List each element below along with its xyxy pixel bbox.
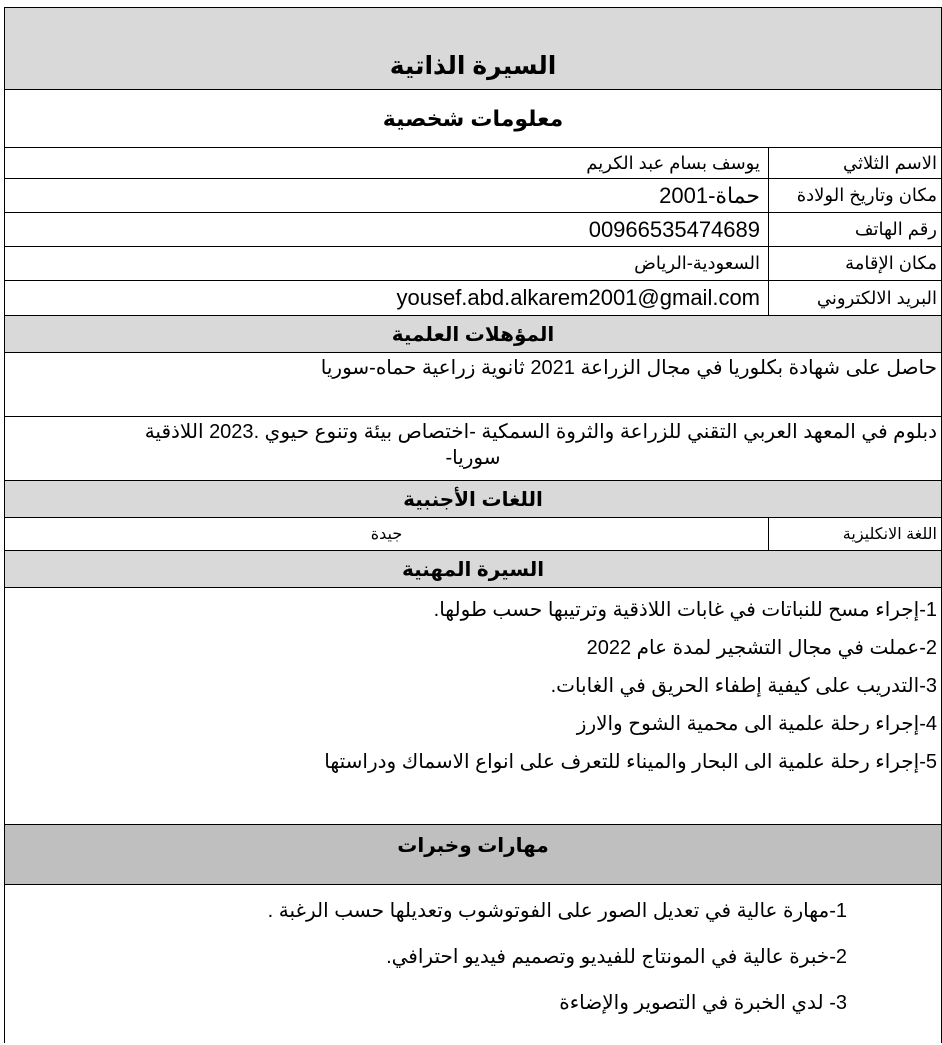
personal-info-header [5,90,941,148]
field-row-residence [5,247,941,281]
field-row-email [5,281,941,316]
career-item: 5-إجراء رحلة علمية الى البحار والميناء للتعرف على انواع الاسماك ودراستها [324,751,937,773]
skill-item: 1-مهارة عالية في تعديل الصور على الفوتوشوب وتعديلها حسب الرغبة . [267,900,847,922]
skill-item: 2-خبرة عالية في المونتاج للفيديو وتصميم فيديو احترافي. [386,946,847,968]
field-value: يوسف بسام عبد الكريم [586,152,760,173]
career-header [5,551,941,588]
field-value: 00966535474689 [588,216,760,242]
language-name: اللغة الانكليزية [768,518,941,550]
field-label: مكان الإقامة [768,247,941,280]
skill-item: 3- لدي الخبرة في التصوير والإضاءة [559,992,847,1014]
field-label: البريد الالكتروني [768,281,941,315]
field-label: الاسم الثلاثي [768,148,941,178]
skills-heading: مهارات وخبرات [397,835,549,857]
language-level: جيدة [370,526,403,543]
career-heading: السيرة المهنية [401,558,545,581]
field-label: مكان وتاريخ الولادة [768,179,941,212]
languages-header [5,481,941,518]
cv-title-row [5,8,941,90]
career-item: 4-إجراء رحلة علمية الى محمية الشوح والارز [576,713,937,735]
skills-list [5,885,941,1043]
cv-title: السيرة الذاتية [389,52,557,80]
field-label: رقم الهاتف [768,213,941,246]
cv-table [4,7,942,1043]
language-row [5,518,941,551]
languages-heading: اللغات الأجنبية [403,488,543,511]
qualification-item: حاصل على شهادة بكلوريا في مجال الزراعة 2021 ثانوية زراعية حماه-سوريا [5,353,941,417]
career-list [5,588,941,825]
field-row-phone [5,213,941,247]
qualification-item: دبلوم في المعهد العربي التقني للزراعة والثروة السمكية -اختصاص بيئة وتنوع حيوي .2023 اللاذقية سوريا- [5,417,941,481]
field-value: السعودية-الرياض [634,253,760,273]
field-row-birth [5,179,941,213]
career-item: 3-التدريب على كيفية إطفاء الحريق في الغابات. [550,675,937,697]
qualifications-header [5,316,941,353]
career-item: 2-عملت في مجال التشجير لمدة عام 2022 [586,637,937,659]
qualifications-heading: المؤهلات العلمية [391,323,555,346]
email-link[interactable]: yousef.abd.alkarem2001@gmail.com [396,285,760,310]
skills-header [5,825,941,885]
career-item: 1-إجراء مسح للنباتات في غابات اللاذقية وترتيبها حسب طولها. [433,599,937,621]
field-row-full-name [5,148,941,179]
field-value: حماة-2001 [659,182,760,208]
personal-info-heading: معلومات شخصية [382,105,564,131]
